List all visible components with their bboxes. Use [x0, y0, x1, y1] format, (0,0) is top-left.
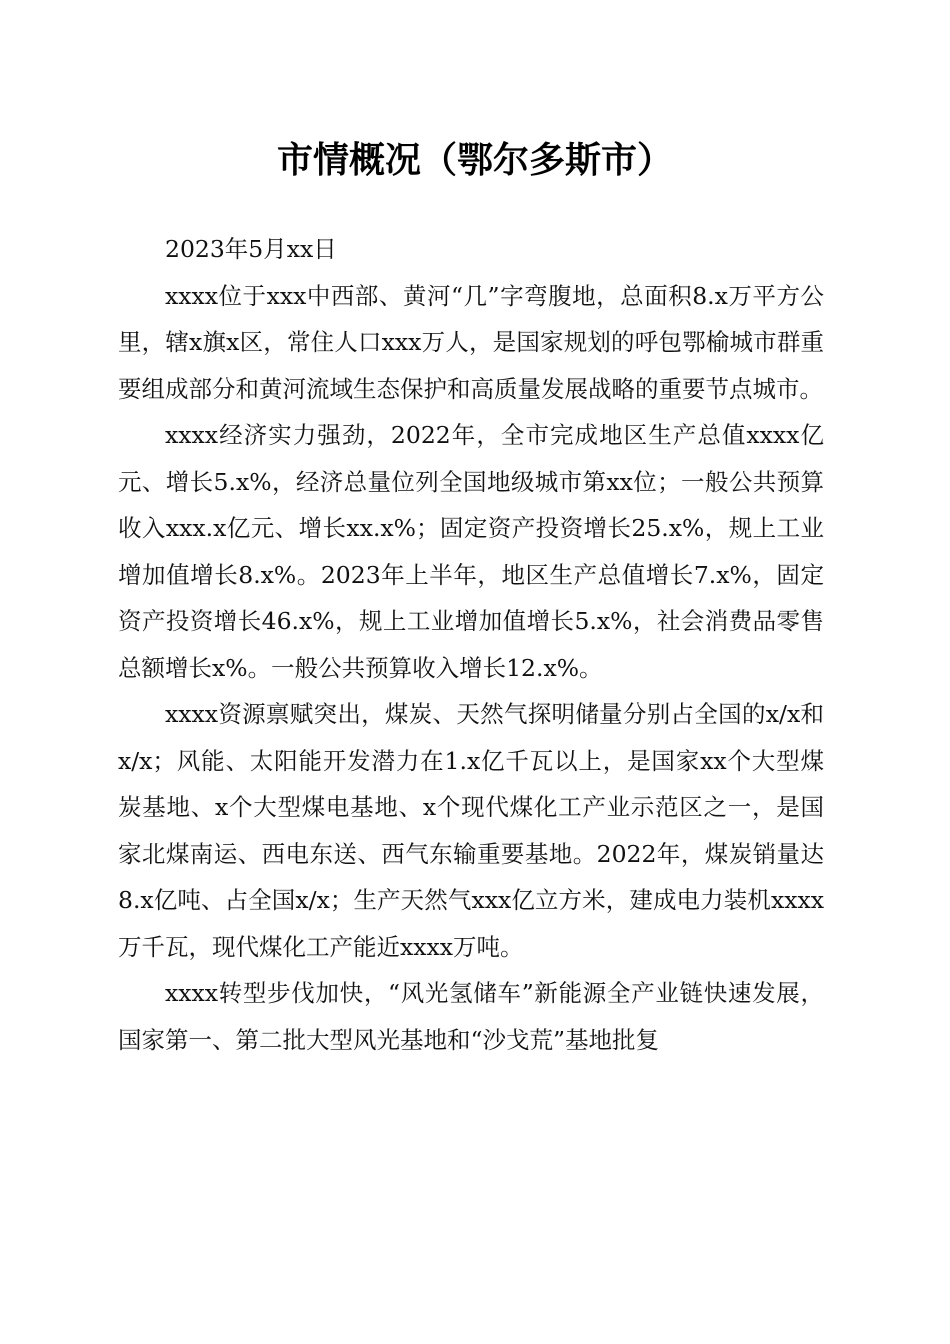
document-date: 2023年5月xx日 [165, 235, 337, 263]
document-title: 市情概况（鄂尔多斯市） [276, 139, 673, 181]
document-body [118, 226, 824, 1063]
paragraph-location: xxxx位于xxx中西部、黄河“几”字弯腹地，总面积8.x万平方公里，辖x旗x区，常住人口xxx万人，是国家规划的呼包鄂榆城市群重要组成部分和黄河流域生态保护和高质量发展战略的重要节点城市。 [118, 281, 824, 403]
paragraph-transformation: xxxx转型步伐加快，“风光氢储车”新能源全产业链快速发展，国家第一、第二批大型风光基地和“沙戈荒”基地批复 [118, 979, 824, 1054]
paragraph-resources: xxxx资源禀赋突出，煤炭、天然气探明储量分别占全国的x/x和x/x；风能、太阳能开发潜力在1.x亿千瓦以上，是国家xx个大型煤炭基地、x个大型煤电基地、x个现代煤化工产业示范区之一，是国家北煤南运、西电东送、西气东输重要基地。2022年，煤炭销量达8.x亿吨、占全国x/x；生产天然气xxx亿立方米，建成电力装机xxxx万千瓦，现代煤化工产能近xxxx万吨。 [118, 700, 824, 961]
paragraph-economy: xxxx经济实力强劲，2022年，全市完成地区生产总值xxxx亿元、增长5.x%，经济总量位列全国地级城市第xx位；一般公共预算收入xxx.x亿元、增长xx.x%；固定资产投资增长25.x%，规上工业增加值增长8.x%。2023年上半年，地区生产总值增长7.x%，固定资产投资增长46.x%，规上工业增加值增长5.x%，社会消费品零售总额增长x%。一般公共预算收入增长12.x%。 [118, 421, 824, 682]
